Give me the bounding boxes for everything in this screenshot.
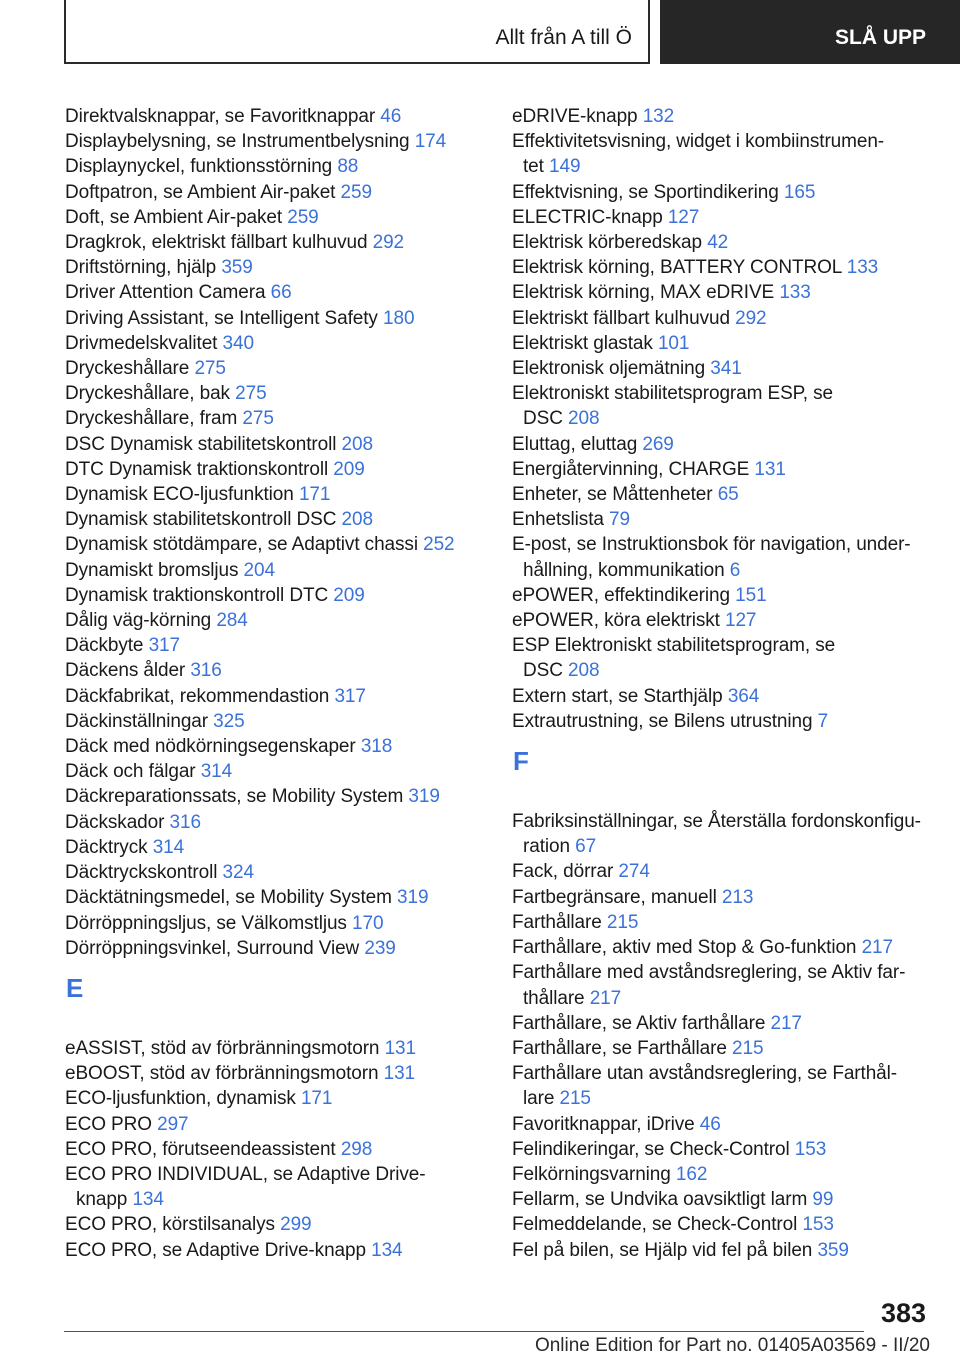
index-entry: [512, 129, 932, 179]
index-entry-text: Farthållare: [512, 911, 602, 933]
index-entry-text: Dynamisk ECO-ljusfunktion: [65, 484, 294, 506]
index-entry: [65, 280, 483, 305]
index-entry: [512, 960, 932, 1010]
index-letter-heading: F: [513, 746, 529, 777]
index-entry-text: Felindikeringar, se Check-Control: [512, 1138, 790, 1160]
index-entry-text: Dynamisk traktionskontroll DTC: [65, 584, 329, 606]
index-entry-text: Doftpatron, se Ambient Air-paket: [65, 181, 336, 203]
page-reference-link[interactable]: 209: [333, 584, 365, 606]
index-entry-text: Dålig väg-körning: [65, 610, 212, 632]
index-entry-text: Dörröppningsljus, se Välkomstljus: [65, 912, 347, 934]
index-entry: [512, 583, 932, 608]
index-entry: [65, 205, 483, 230]
index-entry: [65, 583, 483, 608]
index-entry: [512, 608, 932, 633]
index-entry-text: Effektivitetsvisning, widget i kombiinstrumen-: [512, 131, 885, 153]
index-entry: [65, 1061, 483, 1086]
index-entry: [512, 910, 932, 935]
page-reference-link[interactable]: 208: [341, 509, 373, 531]
page-reference-link[interactable]: 101: [657, 332, 690, 354]
index-entry-text: ration: [523, 836, 570, 858]
index-entry-text: Effektvisning, se Sportindikering: [512, 181, 779, 203]
index-entry-text: eDRIVE-knapp: [512, 106, 638, 127]
index-entry-text: Dynamisk stötdämpare, se Adaptivt chassi: [65, 534, 418, 556]
index-entry: [65, 356, 483, 381]
index-entry-text: Däcktryck: [65, 836, 148, 858]
page-reference-link[interactable]: 319: [408, 786, 440, 808]
index-entry: [65, 532, 483, 557]
index-entry: [65, 507, 483, 532]
index-entry-text: eASSIST, stöd av förbränningsmotorn: [65, 1037, 380, 1059]
page-reference-link[interactable]: 134: [371, 1239, 403, 1261]
page-reference-link[interactable]: 341: [710, 358, 742, 380]
section-title: Allt från A till Ö: [495, 26, 632, 49]
index-entry-text: Extrautrustning, se Bilens utrustning: [512, 710, 813, 732]
index-entry-text: Däcktätningsmedel, se Mobility System: [65, 887, 392, 909]
index-entry: [512, 1011, 932, 1036]
index-entry: [512, 180, 932, 205]
page-reference-link[interactable]: 153: [802, 1214, 834, 1236]
index-entry-text: Dörröppningsvinkel, Surround View: [65, 937, 360, 959]
index-entry: [65, 684, 483, 709]
index-entry: [512, 230, 932, 255]
page-reference-link[interactable]: 131: [384, 1037, 416, 1059]
index-entry: [65, 1137, 483, 1162]
page-reference-link[interactable]: 316: [169, 811, 201, 833]
page-reference-link[interactable]: 42: [707, 232, 729, 254]
page-reference-link[interactable]: 162: [675, 1163, 708, 1185]
index-entry: [512, 1238, 932, 1263]
index-entry: [65, 306, 483, 331]
page-reference-link[interactable]: 133: [779, 282, 811, 304]
index-entry-text: Däckfabrikat, rekommendastion: [65, 685, 330, 707]
page-reference-link[interactable]: 275: [235, 383, 267, 405]
index-entry-text: Däckskador: [65, 811, 165, 833]
index-entry-text: Displaybelysning, se Instrumentbelysning: [65, 131, 410, 153]
index-entry: [65, 759, 483, 784]
index-entry-text: Däckens ålder: [65, 660, 186, 682]
page-reference-link[interactable]: 269: [642, 433, 674, 455]
index-entry: [65, 810, 483, 835]
index-entry-text: Däck med nödkörningsegenskaper: [65, 736, 356, 758]
index-entry-text: Däckinställningar: [65, 710, 208, 732]
index-entry-text: Farthållare utan avståndsreglering, se Farthål-: [512, 1063, 897, 1085]
index-entry-text: ECO PRO, körstilsanalys: [65, 1214, 275, 1236]
page-reference-link[interactable]: 99: [812, 1189, 834, 1211]
page-reference-link[interactable]: 292: [372, 232, 405, 254]
page-reference-link[interactable]: 79: [609, 509, 630, 531]
index-entry-text: Felmeddelande, se Check-Control: [512, 1214, 798, 1236]
index-entry: [65, 104, 483, 129]
page-reference-link[interactable]: 127: [667, 206, 700, 228]
index-entry: [512, 457, 932, 482]
index-entry-text: tet: [523, 156, 544, 178]
index-entry: [512, 482, 932, 507]
page-reference-link[interactable]: 153: [794, 1138, 827, 1160]
index-entry-text: Fabriksinställningar, se Återställa fordonskonfigu-: [512, 811, 921, 833]
index-entry: [512, 1036, 932, 1061]
index-column-right: [512, 104, 932, 1263]
page-reference-link[interactable]: 65: [717, 484, 739, 506]
page-reference-link[interactable]: 215: [606, 911, 639, 933]
index-entry-text: Driftstörning, hjälp: [65, 257, 217, 279]
index-entry-text: thållare: [523, 987, 585, 1009]
page-reference-link[interactable]: 151: [735, 584, 767, 606]
index-entry: [65, 835, 483, 860]
index-entry: [65, 936, 483, 961]
index-entry: [65, 255, 483, 280]
index-entry: [512, 684, 932, 709]
index-letter-heading: E: [66, 972, 84, 1003]
page-reference-link[interactable]: 217: [770, 1012, 802, 1034]
page-reference-link[interactable]: 46: [699, 1113, 721, 1135]
page-reference-link[interactable]: 297: [157, 1113, 189, 1135]
index-entry: [512, 885, 932, 910]
index-entry-text: Dynamiskt bromsljus: [65, 559, 239, 581]
index-entry-text: ELECTRIC-knapp: [512, 206, 663, 228]
index-entry: [65, 1112, 483, 1137]
index-entry: [512, 507, 932, 532]
index-entry: [512, 432, 932, 457]
index-entry-text: Fel på bilen, se Hjälp vid fel på bilen: [512, 1239, 813, 1261]
index-entry: [512, 633, 932, 683]
index-entry-text: Extern start, se Starthjälp: [512, 685, 723, 707]
index-entry-text: Farthållare med avståndsreglering, se Aktiv far-: [512, 962, 906, 984]
index-entry-text: Elektrisk körberedskap: [512, 232, 702, 254]
page-reference-link[interactable]: 215: [559, 1088, 591, 1110]
footer-divider: [64, 1331, 864, 1332]
index-entry-text: Fellarm, se Undvika oavsiktligt larm: [512, 1189, 808, 1211]
index-entry-text: Enhetslista: [512, 509, 604, 531]
index-entry: [512, 1137, 932, 1162]
page-reference-link[interactable]: 46: [380, 106, 402, 127]
index-entry: [512, 306, 932, 331]
index-entry: [65, 381, 483, 406]
index-entry-text: DTC Dynamisk traktionskontroll: [65, 458, 329, 480]
index-entry: [65, 911, 483, 936]
page-number: 383: [880, 1298, 926, 1328]
index-entry: [512, 1212, 932, 1237]
page-reference-link[interactable]: 208: [568, 660, 600, 682]
index-entry-text: Dryckeshållare, bak: [65, 383, 230, 405]
index-entry: [65, 331, 483, 356]
index-entry-text: Dynamisk stabilitetskontroll DSC: [65, 509, 337, 531]
index-entry: [65, 658, 483, 683]
page-reference-link[interactable]: 213: [721, 886, 754, 908]
index-entry-text: Energiåtervinning, CHARGE: [512, 458, 750, 480]
index-entry-text: Däckbyte: [65, 635, 144, 657]
index-entry-text: Eluttag, eluttag: [512, 433, 638, 455]
index-entry: [65, 154, 483, 179]
page-reference-link[interactable]: 88: [337, 156, 359, 178]
index-column-left: [65, 104, 483, 1263]
index-entry: [512, 1061, 932, 1111]
page-reference-link[interactable]: 299: [280, 1214, 312, 1236]
search-button-label: SLÅ UPP: [834, 26, 926, 49]
index-entry: [65, 734, 483, 759]
index-entry-text: ECO-ljusfunktion, dynamisk: [65, 1088, 296, 1110]
page-reference-link[interactable]: 204: [243, 559, 275, 581]
index-entry-text: Fack, dörrar: [512, 861, 614, 883]
index-entry-text: Favoritknappar, iDrive: [512, 1113, 695, 1135]
page-reference-link[interactable]: 165: [783, 181, 816, 203]
page-reference-link[interactable]: 132: [642, 106, 675, 127]
page-reference-link[interactable]: 324: [222, 862, 254, 884]
index-entry: [65, 1036, 483, 1061]
index-entry-text: DSC: [523, 660, 563, 682]
page-reference-link[interactable]: 66: [270, 282, 292, 304]
index-entry-text: Farthållare, se Aktiv farthållare: [512, 1012, 766, 1034]
page-reference-link[interactable]: 171: [300, 1088, 333, 1110]
page-reference-link[interactable]: 127: [725, 610, 757, 632]
index-entry: [65, 784, 483, 809]
index-entry: [512, 280, 932, 305]
index-entry: [512, 809, 932, 859]
index-entry: [512, 1187, 932, 1212]
page-reference-link[interactable]: 275: [242, 408, 274, 430]
page-reference-link[interactable]: 359: [817, 1239, 849, 1261]
page-reference-link[interactable]: 298: [340, 1138, 373, 1160]
page-reference-link[interactable]: 316: [190, 660, 222, 682]
index-entry-text: eBOOST, stöd av förbränningsmotorn: [65, 1063, 379, 1085]
page-reference-link[interactable]: 7: [817, 710, 829, 732]
index-entry: [512, 356, 932, 381]
index-entry-text: ECO PRO: [65, 1113, 152, 1135]
page-reference-link[interactable]: 174: [414, 131, 447, 153]
page-reference-link[interactable]: 133: [846, 257, 879, 279]
section-header-tab: [64, 0, 650, 64]
index-entry-text: knapp: [76, 1189, 128, 1211]
page-reference-link[interactable]: 325: [213, 710, 245, 732]
index-entry: [512, 205, 932, 230]
index-entry-text: Fartbegränsare, manuell: [512, 886, 717, 908]
page-reference-link[interactable]: 314: [200, 761, 233, 783]
page-reference-link[interactable]: 364: [727, 685, 760, 707]
index-entry-text: Doft, se Ambient Air-paket: [65, 206, 283, 228]
index-entry: [65, 1162, 483, 1212]
page-reference-link[interactable]: 208: [341, 433, 373, 455]
page-reference-link[interactable]: 6: [729, 559, 741, 581]
index-entry: [65, 1238, 483, 1263]
index-entry: [512, 1112, 932, 1137]
page-reference-link[interactable]: 208: [568, 408, 600, 430]
page-reference-link[interactable]: 259: [340, 181, 372, 203]
index-entry-text: Elektrisk körning, BATTERY CONTROL: [512, 257, 842, 279]
index-entry-text: Driver Attention Camera: [65, 282, 266, 304]
page-reference-link[interactable]: 134: [132, 1189, 164, 1211]
index-entry-text: Drivmedelskvalitet: [65, 332, 218, 354]
index-entry-text: Däckreparationssats, se Mobility System: [65, 786, 404, 808]
index-entry-text: DSC: [523, 408, 563, 430]
index-entry-text: Elektroniskt stabilitetsprogram ESP, se: [512, 383, 834, 405]
index-entry-text: Dryckeshållare: [65, 358, 190, 380]
page-reference-link[interactable]: 318: [360, 736, 393, 758]
index-entry: [512, 935, 932, 960]
index-entry: [65, 1086, 483, 1111]
index-entry-text: hållning, kommunikation: [523, 559, 725, 581]
page-reference-link[interactable]: 217: [589, 987, 622, 1009]
index-entry-text: ECO PRO, förutseendeassistent: [65, 1138, 336, 1160]
page-reference-link[interactable]: 314: [152, 836, 185, 858]
index-entry-text: ePOWER, effektindikering: [512, 584, 730, 606]
index-entry: [65, 558, 483, 583]
index-entry: [65, 482, 483, 507]
page-reference-link[interactable]: 259: [287, 206, 319, 228]
page-reference-link[interactable]: 131: [383, 1063, 416, 1085]
page-reference-link[interactable]: 131: [754, 458, 786, 480]
index-entry-text: Däck och fälgar: [65, 761, 196, 783]
index-entry-text: Dryckeshållare, fram: [65, 408, 238, 430]
index-entry: [65, 457, 483, 482]
index-entry: [512, 255, 932, 280]
page-reference-link[interactable]: 215: [732, 1037, 764, 1059]
index-entry: [65, 432, 483, 457]
search-button[interactable]: [660, 0, 960, 64]
index-entry: [65, 1212, 483, 1237]
page-reference-link[interactable]: 340: [222, 332, 254, 354]
page-reference-link[interactable]: 359: [221, 257, 253, 279]
index-entry-text: Enheter, se Måttenheter: [512, 484, 713, 506]
index-entry: [65, 230, 483, 255]
index-entry-text: Felkörningsvarning: [512, 1163, 671, 1185]
index-entry: [512, 532, 932, 582]
index-entry: [512, 709, 932, 734]
index-entry-text: Elektrisk körning, MAX eDRIVE: [512, 282, 775, 304]
page-reference-link[interactable]: 180: [383, 307, 415, 329]
index-entry-text: ECO PRO INDIVIDUAL, se Adaptive Drive-: [65, 1163, 426, 1185]
index-entry-text: E-post, se Instruktionsbok för navigation, under-: [512, 534, 911, 556]
page-reference-link[interactable]: 149: [549, 156, 581, 178]
footer-edition-text: Online Edition for Part no. 01405A03569 - II/20: [534, 1335, 930, 1356]
index-entry-text: Däcktryckskontroll: [65, 862, 218, 884]
index-entry: [65, 180, 483, 205]
index-entry-text: Dragkrok, elektriskt fällbart kulhuvud: [65, 232, 368, 254]
index-entry-text: Farthållare, aktiv med Stop & Go-funktion: [512, 937, 857, 959]
index-entry-text: ePOWER, köra elektriskt: [512, 610, 720, 632]
page-reference-link[interactable]: 171: [298, 484, 331, 506]
index-entry: [512, 104, 932, 129]
page-reference-link[interactable]: 317: [148, 635, 180, 657]
index-entry: [65, 885, 483, 910]
index-entry: [65, 633, 483, 658]
index-entry-text: ESP Elektroniskt stabilitetsprogram, se: [512, 635, 836, 657]
page-reference-link[interactable]: 67: [575, 836, 597, 858]
index-entry-text: Displaynyckel, funktionsstörning: [65, 156, 333, 178]
index-entry: [512, 381, 932, 431]
page-reference-link[interactable]: 217: [861, 937, 893, 959]
index-entry: [65, 406, 483, 431]
page-reference-link[interactable]: 317: [334, 685, 366, 707]
index-entry: [512, 331, 932, 356]
index-entry-text: DSC Dynamisk stabilitetskontroll: [65, 433, 337, 455]
index-entry: [65, 129, 483, 154]
index-entry-text: lare: [523, 1088, 555, 1110]
index-entry: [65, 860, 483, 885]
index-entry-text: Elektriskt glastak: [512, 332, 653, 354]
page-reference-link[interactable]: 319: [397, 887, 429, 909]
index-entry-text: Elektronisk oljemätning: [512, 358, 706, 380]
index-entry-text: ECO PRO, se Adaptive Drive-knapp: [65, 1239, 366, 1261]
index-entry-text: Driving Assistant, se Intelligent Safety: [65, 307, 378, 329]
page-reference-link[interactable]: 284: [216, 610, 248, 632]
index-entry-text: Elektriskt fällbart kulhuvud: [512, 307, 730, 329]
index-entry: [65, 608, 483, 633]
page-reference-link[interactable]: 209: [333, 458, 365, 480]
page-reference-link[interactable]: 170: [352, 912, 384, 934]
page-reference-link[interactable]: 252: [423, 534, 455, 556]
index-entry-text: Farthållare, se Farthållare: [512, 1037, 727, 1059]
index-entry: [512, 859, 932, 884]
index-entry: [512, 1162, 932, 1187]
page-reference-link[interactable]: 274: [618, 861, 650, 883]
index-entry-text: Direktvalsknappar, se Favoritknappar: [65, 106, 376, 127]
page-reference-link[interactable]: 275: [194, 358, 226, 380]
index-entry: [65, 709, 483, 734]
page-reference-link[interactable]: 292: [735, 307, 767, 329]
page-reference-link[interactable]: 239: [364, 937, 396, 959]
